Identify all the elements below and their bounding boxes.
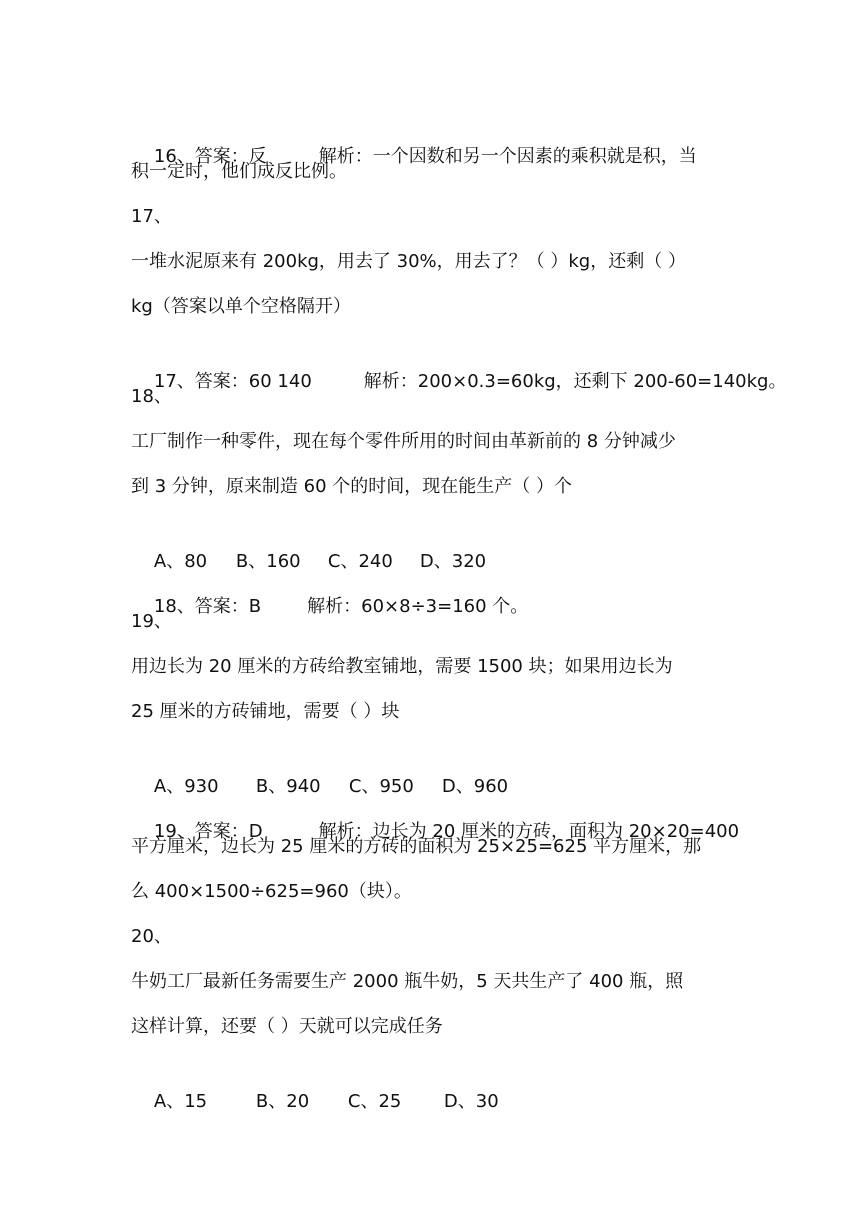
q18-option-b: B、160 (235, 551, 301, 572)
q20-question-line-2: 这样计算，还要（ ）天就可以完成任务 (131, 1016, 443, 1037)
q17-question-line-2: kg（答案以单个空格隔开） (131, 296, 351, 317)
q19-number: 19、 (131, 611, 172, 632)
q20-option-a: A、15 (153, 1091, 208, 1112)
q20-number: 20、 (131, 926, 172, 947)
q16-answer-label: 16、答案：反 (153, 146, 267, 167)
q18-question-line-2: 到 3 分钟，原来制造 60 个的时间，现在能生产（ ）个 (131, 476, 572, 497)
q17-number: 17、 (131, 206, 172, 227)
q18-analysis: 解析：60×8÷3=160 个。 (307, 596, 529, 617)
q18-answer-label: 18、答案：B (153, 596, 262, 617)
q16-analysis-continued: 积一定时，他们成反比例。 (131, 161, 347, 182)
q16-analysis-start: 解析：一个因数和另一个因素的乘积就是积，当 (318, 146, 697, 167)
q18-option-a: A、80 (153, 551, 208, 572)
q17-answer-label: 17、答案：60 140 (153, 371, 312, 392)
q19-option-d: D、960 (441, 776, 509, 797)
q20-option-c: C、25 (347, 1091, 402, 1112)
q20-option-b: B、20 (255, 1091, 310, 1112)
q17-answer-line (131, 337, 787, 392)
q19-options (131, 742, 731, 797)
q18-answer-line (131, 562, 731, 617)
q19-question-line-2: 25 厘米的方砖铺地，需要（ ）块 (131, 701, 400, 722)
q19-option-b: B、940 (255, 776, 321, 797)
q19-answer-line (131, 787, 740, 842)
q20-question-line-1: 牛奶工厂最新任务需要生产 2000 瓶牛奶，5 天共生产了 400 瓶，照 (131, 971, 684, 992)
q18-option-d: D、320 (419, 551, 487, 572)
q18-question-line-1: 工厂制作一种零件，现在每个零件所用的时间由革新前的 8 分钟减少 (131, 431, 676, 452)
q18-options (131, 517, 731, 572)
q19-option-c: C、950 (348, 776, 414, 797)
q19-analysis-line-2: 平方厘米，边长为 25 厘米的方砖的面积为 25×25=625 平方厘米，那 (131, 836, 702, 857)
q18-number: 18、 (131, 386, 172, 407)
q20-options (131, 1057, 731, 1112)
q18-option-c: C、240 (327, 551, 393, 572)
q19-question-line-1: 用边长为 20 厘米的方砖给教室铺地，需要 1500 块；如果用边长为 (131, 656, 673, 677)
q20-option-d: D、30 (443, 1091, 499, 1112)
q19-analysis-line-3: 么 400×1500÷625=960（块）。 (131, 881, 412, 902)
q19-analysis-start: 解析：边长为 20 厘米的方砖，面积为 20×20=400 (318, 821, 740, 842)
q17-question-line-1: 一堆水泥原来有 200kg，用去了 30%，用去了？（ ）kg，还剩（ ） (131, 251, 686, 272)
q17-analysis: 解析：200×0.3=60kg，还剩下 200-60=140kg。 (363, 371, 787, 392)
q19-answer-label: 19、答案：D (153, 821, 263, 842)
q16-answer-line (131, 112, 731, 167)
q19-option-a: A、930 (153, 776, 219, 797)
